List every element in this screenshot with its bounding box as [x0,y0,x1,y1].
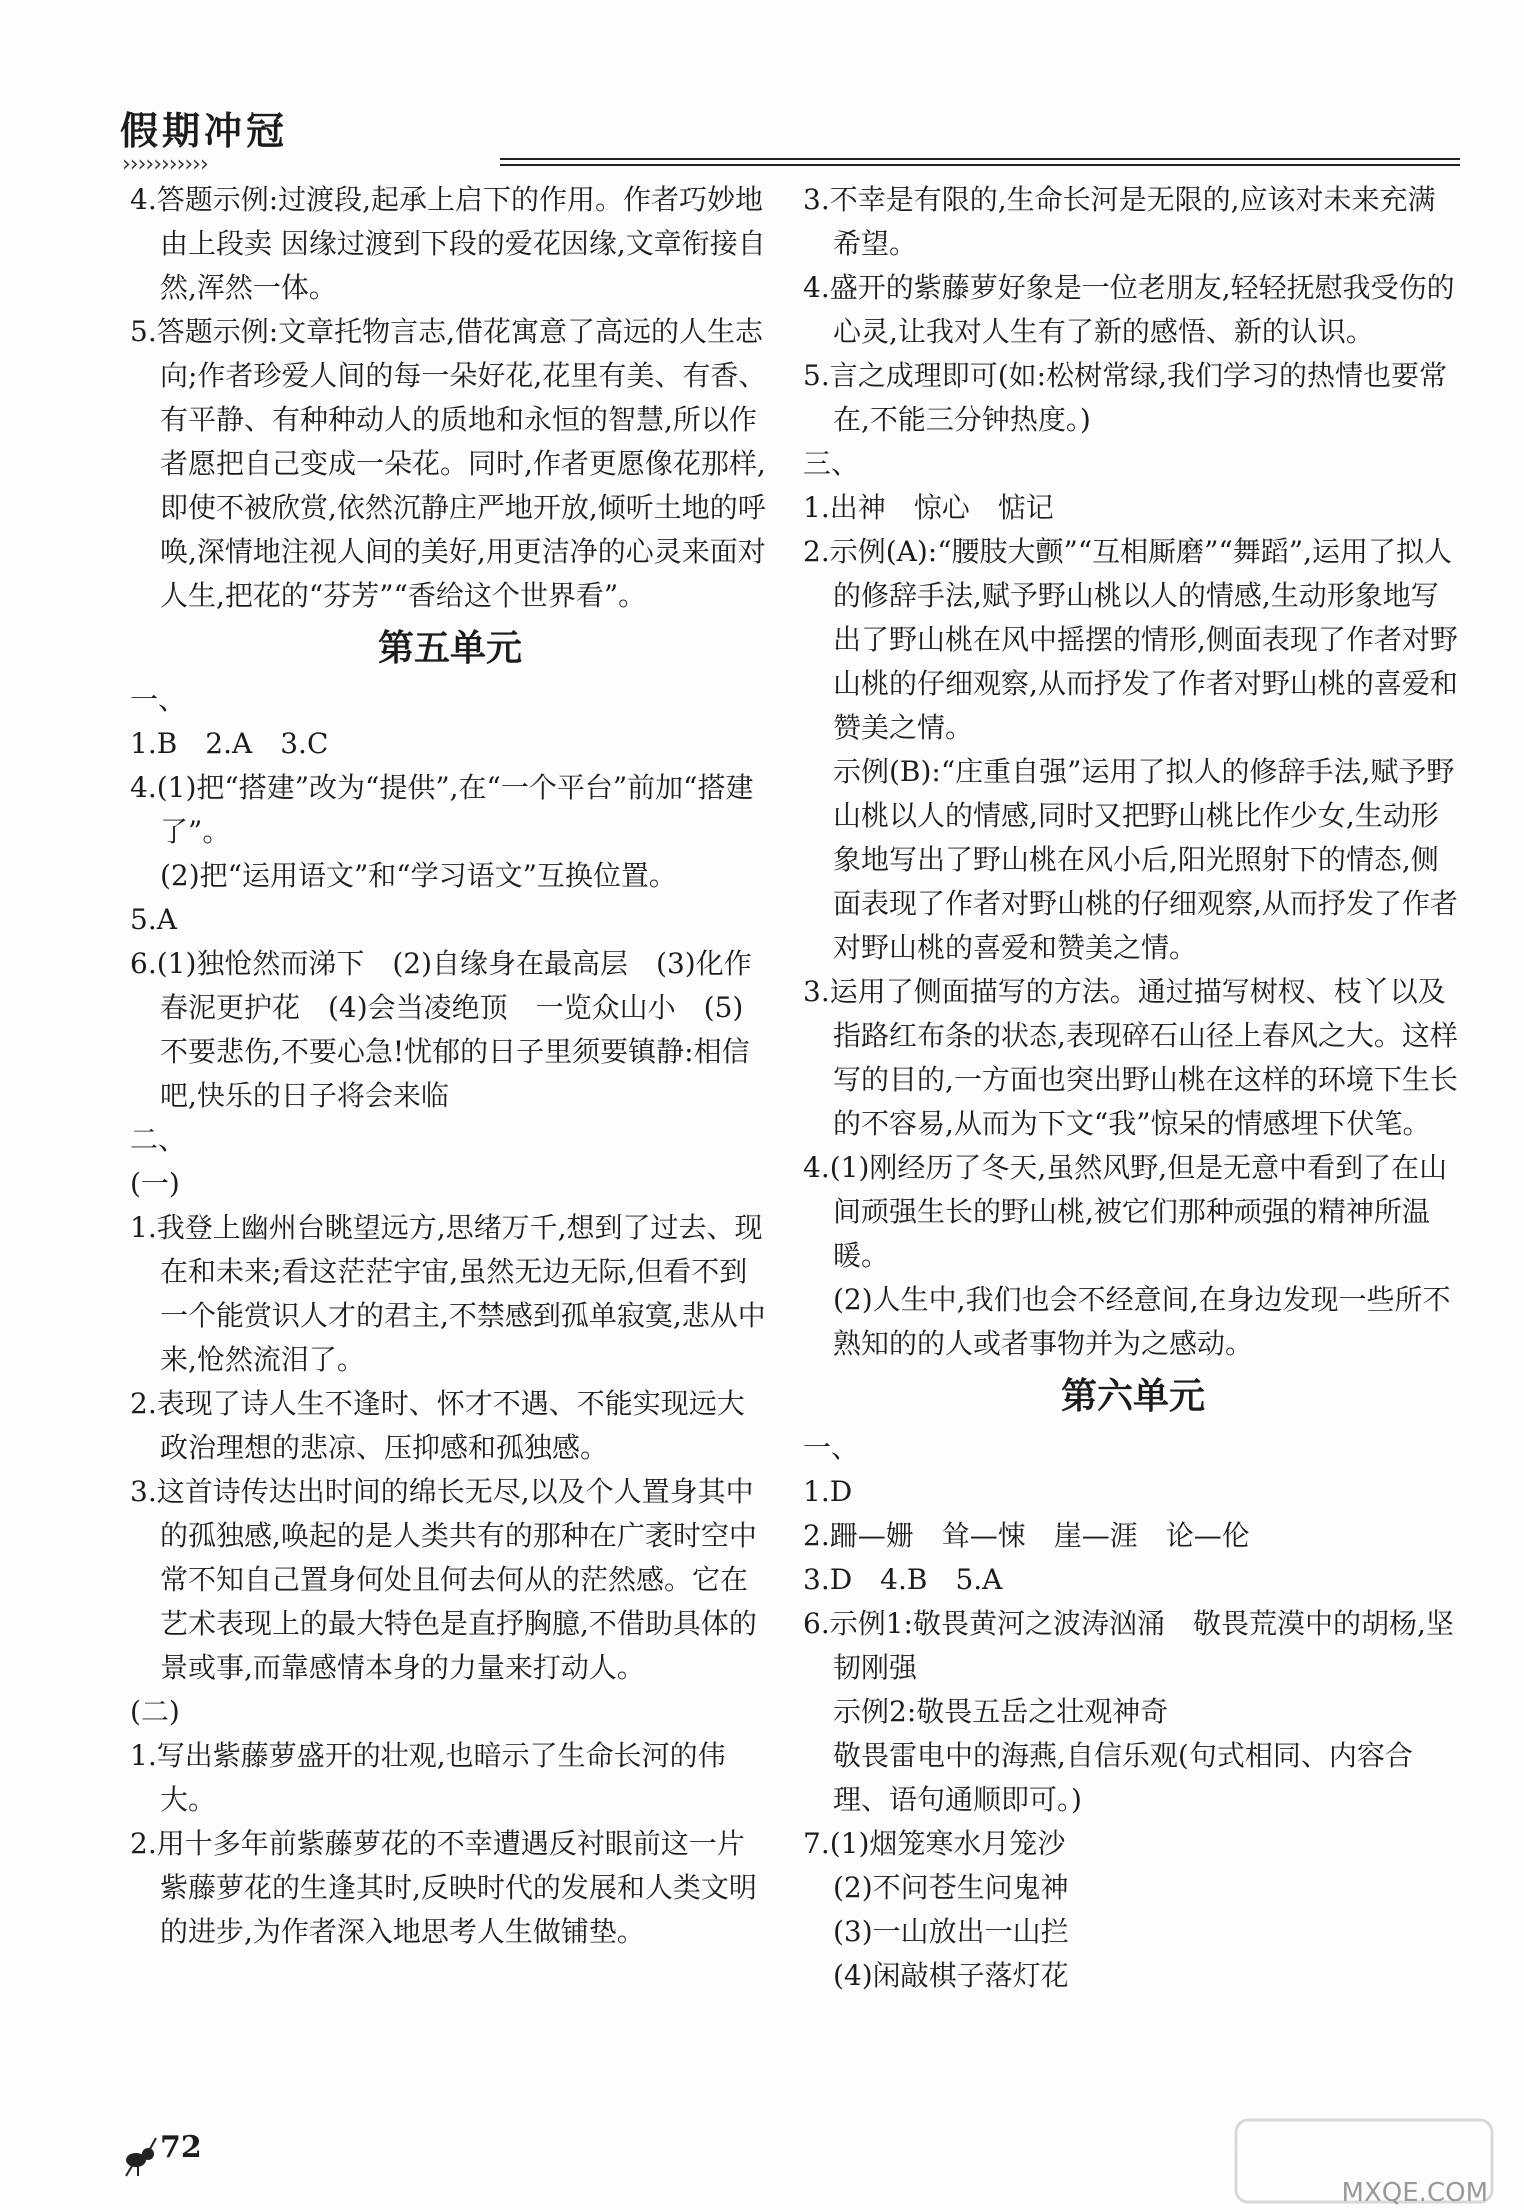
section-label: 二、 [130,1123,187,1156]
left-column [130,178,770,1954]
answer-item: 3.这首诗传达出时间的绵长无尽,以及个人置身其中的孤独感,唤起的是人类共有的那种在广袤时空中常不知自己置身何处且何去何从的茫然感。它在艺术表现上的最大特色是直抒胸臆,不借助具体的景或事,而靠感情本身的力量来打动人。 [130,1475,757,1684]
answer-item: 5.A [130,903,177,936]
answer-item: 2.跚—姗 耸—悚 崖—涯 论—伦 [803,1519,1250,1552]
answer-item: 2.用十多年前紫藤萝花的不幸遭遇反衬眼前这一片紫藤萝花的生逢其时,反映时代的发展和人类文明的进步,为作者深入地思考人生做铺垫。 [130,1827,757,1948]
answer-item: (2)不问苍生问鬼神 [833,1871,1069,1904]
answer-item: (3)一山放出一山拦 [833,1915,1069,1948]
answer-item: (2)人生中,我们也会不经意间,在身边发现一些所不熟知的的人或者事物并为之感动。 [833,1283,1451,1360]
section-label: 一、 [130,683,187,716]
answer-item: 6.示例1:敬畏黄河之波涛汹涌 敬畏荒漠中的胡杨,坚韧刚强 [803,1607,1454,1684]
answer-item: 示例2:敬畏五岳之壮观神奇 [833,1695,1169,1728]
book-title: 假期冲冠 [120,109,289,153]
section-label: (二) [130,1695,180,1728]
answer-item: 1.出神 惊心 惦记 [803,491,1054,524]
answer-item: 6.(1)独怆然而涕下 (2)自缘身在最高层 (3)化作春泥更护花 (4)会当凌绝顶 一览众山小 (5)不要悲伤,不要心急!忧郁的日子里须要镇静:相信吧,快乐的日子将会来临 [130,947,752,1112]
answer-item: 3.D 4.B 5.A [803,1563,1003,1596]
page-number: 72 [160,2130,202,2165]
answer-item: 7.(1)烟笼寒水月笼沙 [803,1827,1066,1860]
unit-heading: 第五单元 [377,627,522,669]
watermark-url: MXQE.COM [1341,2178,1488,2208]
header-rule-bottom [500,164,1460,166]
answer-item: 1.我登上幽州台眺望远方,思绪万千,想到了过去、现在和未来;看这茫茫宇宙,虽然无边无际,但看不到一个能赏识人才的君主,不禁感到孤单寂寞,悲从中来,怆然流泪了。 [130,1211,766,1376]
right-column [803,178,1463,1998]
answer-item: (4)闲敲棋子落灯花 [833,1959,1069,1992]
ant-mascot-icon [118,2130,166,2178]
answer-item: 3.运用了侧面描写的方法。通过描写树杈、枝丫以及指路红布条的状态,表现碎石山径上春风之大。这样写的目的,一方面也突出野山桃在这样的环境下生长的不容易,从而为下文“我”惊呆的情感埋下伏笔。 [803,975,1458,1140]
answer-item: 4.答题示例:过渡段,起承上启下的作用。作者巧妙地由上段卖 因缘过渡到下段的爱花因缘,文章衔接自然,浑然一体。 [130,183,766,304]
answer-item: 5.言之成理即可(如:松树常绿,我们学习的热情也要常在,不能三分钟热度。) [803,359,1447,436]
answer-item: 示例(B):“庄重自强”运用了拟人的修辞手法,赋予野山桃以人的情感,同时又把野山桃比作少女,生动形象地写出了野山桃在风小后,阳光照射下的情态,侧面表现了作者对野山桃的仔细观察,从而抒发了作者对野山桃的喜爱和赞美之情。 [833,755,1458,964]
answer-item: 4.(1)把“搭建”改为“提供”,在“一个平台”前加“搭建了”。 [130,771,754,848]
answer-item: (2)把“运用语文”和“学习语文”互换位置。 [160,859,677,892]
section-label: 三、 [803,447,860,480]
unit-heading: 第六单元 [1060,1375,1205,1417]
section-label: (一) [130,1167,180,1200]
answer-item: 4.(1)刚经历了冬天,虽然风野,但是无意中看到了在山间顽强生长的野山桃,被它们那种顽强的精神所温暖。 [803,1151,1448,1272]
answer-item: 3.不幸是有限的,生命长河是无限的,应该对未来充满希望。 [803,183,1436,260]
answer-item: 5.答题示例:文章托物言志,借花寓意了高远的人生志向;作者珍爱人间的每一朵好花,花里有美、有香、有平静、有种种动人的质地和永恒的智慧,所以作者愿把自己变成一朵花。同时,作者更愿像花那样,即使不被欣赏,依然沉静庄严地开放,倾听土地的呼唤,深情地注视人间的美好,用更洁净的心灵来面对人生,把花的“芬芳”“香给这个世界看”。 [130,315,767,612]
answer-item: 敬畏雷电中的海燕,自信乐观(句式相同、内容合理、语句通顺即可。) [833,1739,1413,1816]
header-rule-top [500,158,1460,160]
answer-item: 2.示例(A):“腰肢大颤”“互相厮磨”“舞蹈”,运用了拟人的修辞手法,赋予野山桃以人的情感,生动形象地写出了野山桃在风中摇摆的情形,侧面表现了作者对野山桃的仔细观察,从而抒发了作者对野山桃的喜爱和赞美之情。 [803,535,1458,744]
answer-item: 2.表现了诗人生不逢时、怀才不遇、不能实现远大政治理想的悲凉、压抑感和孤独感。 [130,1387,745,1464]
answer-item: 1.写出紫藤萝盛开的壮观,也暗示了生命长河的伟大。 [130,1739,726,1816]
answer-item: 1.B 2.A 3.C [130,727,329,760]
section-label: 一、 [803,1431,860,1464]
header-arrow-decoration: ››››››››››› [122,152,208,177]
answer-item: 4.盛开的紫藤萝好象是一位老朋友,轻轻抚慰我受伤的心灵,让我对人生有了新的感悟、新的认识。 [803,271,1455,348]
answer-item: 1.D [803,1475,853,1508]
